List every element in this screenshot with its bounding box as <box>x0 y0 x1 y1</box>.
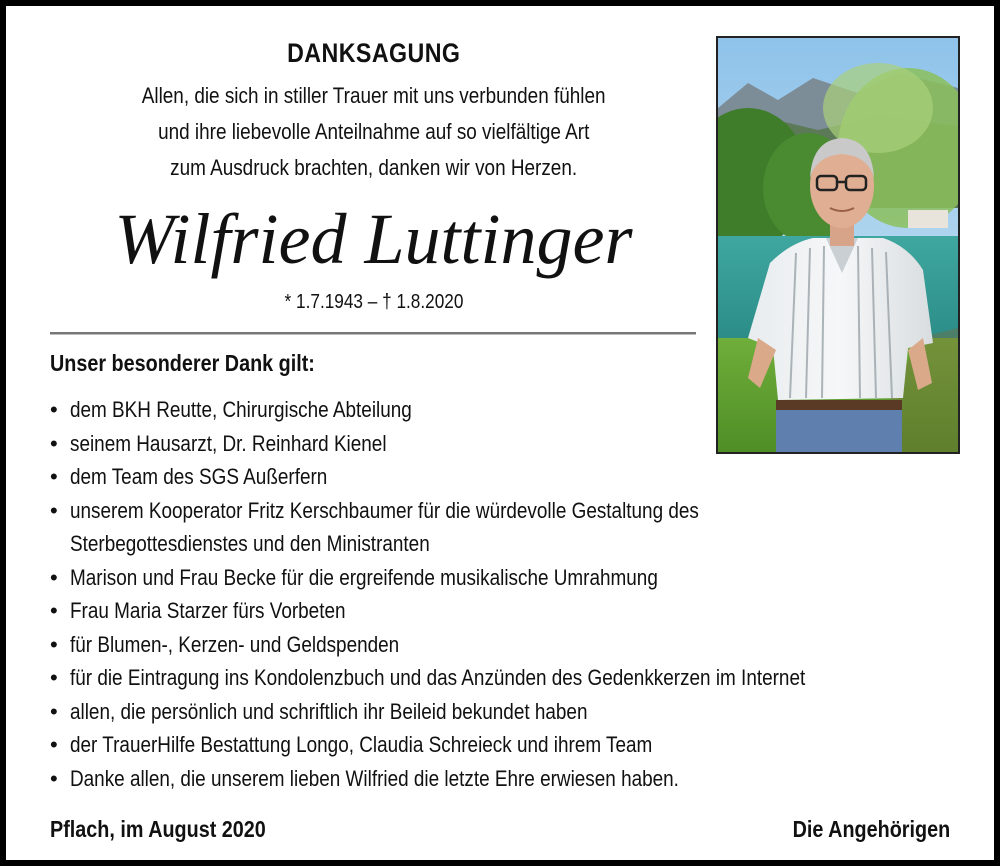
list-item-text-continued: Sterbegottesdienstes und den Ministranten <box>70 531 430 556</box>
intro-line: und ihre liebevolle Anteilnahme auf so vielfältige Art <box>157 119 590 144</box>
bullet-icon: • <box>50 397 58 422</box>
portrait-photo-image <box>718 38 958 452</box>
intro-line: Allen, die sich in stiller Trauer mit uns verbunden fühlen <box>141 83 606 108</box>
bullet-icon: • <box>50 497 58 523</box>
list-item <box>50 460 960 494</box>
list-item-text: Danke allen, die unserem lieben Wilfried die letzte Ehre erwiesen haben. <box>70 765 679 791</box>
bullet-icon: • <box>50 564 58 590</box>
list-item-text: dem BKH Reutte, Chirurgische Abteilung <box>70 397 412 422</box>
list-item-text: der TrauerHilfe Bestattung Longo, Claudia Schreieck und ihrem Team <box>70 732 653 757</box>
intro-text <box>6 78 741 186</box>
place-date: Pflach, im August 2020 <box>50 816 266 842</box>
list-item <box>50 494 960 561</box>
list-item <box>50 661 960 695</box>
list-item <box>50 728 960 762</box>
bullet-icon: • <box>50 598 58 623</box>
portrait-photo <box>716 36 960 454</box>
bullet-icon: • <box>50 464 58 489</box>
list-item <box>50 628 960 662</box>
list-item-text: allen, die persönlich und schriftlich ihr Beileid bekundet haben <box>70 698 588 724</box>
list-item <box>50 427 960 461</box>
list-item-text: seinem Hausarzt, Dr. Reinhard Kienel <box>70 430 387 456</box>
list-item <box>50 594 960 628</box>
heading: DANKSAGUNG <box>286 38 461 68</box>
bullet-icon: • <box>50 732 58 757</box>
intro-line: zum Ausdruck brachten, danken wir von Herzen. <box>170 155 577 180</box>
signature: Die Angehörigen <box>792 816 950 842</box>
life-dates: * 1.7.1943 – † 1.8.2020 <box>284 291 463 313</box>
list-item <box>50 762 960 796</box>
deceased-name: Wilfried Luttinger <box>114 199 633 279</box>
divider-line <box>50 332 696 334</box>
thanks-title: Unser besonderer Dank gilt: <box>50 350 315 376</box>
list-item-text: für die Eintragung ins Kondolenzbuch und das Anzünden des Gedenkkerzen im Internet <box>70 665 806 690</box>
bullet-icon: • <box>50 665 58 690</box>
list-item <box>50 561 960 595</box>
list-item-text: für Blumen-, Kerzen- und Geldspenden <box>70 631 400 657</box>
bullet-icon: • <box>50 631 58 657</box>
list-item-text: unserem Kooperator Fritz Kerschbaumer für die würdevolle Gestaltung des <box>70 497 699 523</box>
list-item <box>50 393 960 427</box>
bullet-icon: • <box>50 765 58 791</box>
list-item <box>50 695 960 729</box>
thanks-list <box>50 393 960 795</box>
bullet-icon: • <box>50 698 58 724</box>
bullet-icon: • <box>50 430 58 456</box>
list-item-text: Frau Maria Starzer fürs Vorbeten <box>70 598 346 623</box>
list-item-text: Marison und Frau Becke für die ergreifende musikalische Umrahmung <box>70 564 658 590</box>
list-item-text: dem Team des SGS Außerfern <box>70 464 328 489</box>
